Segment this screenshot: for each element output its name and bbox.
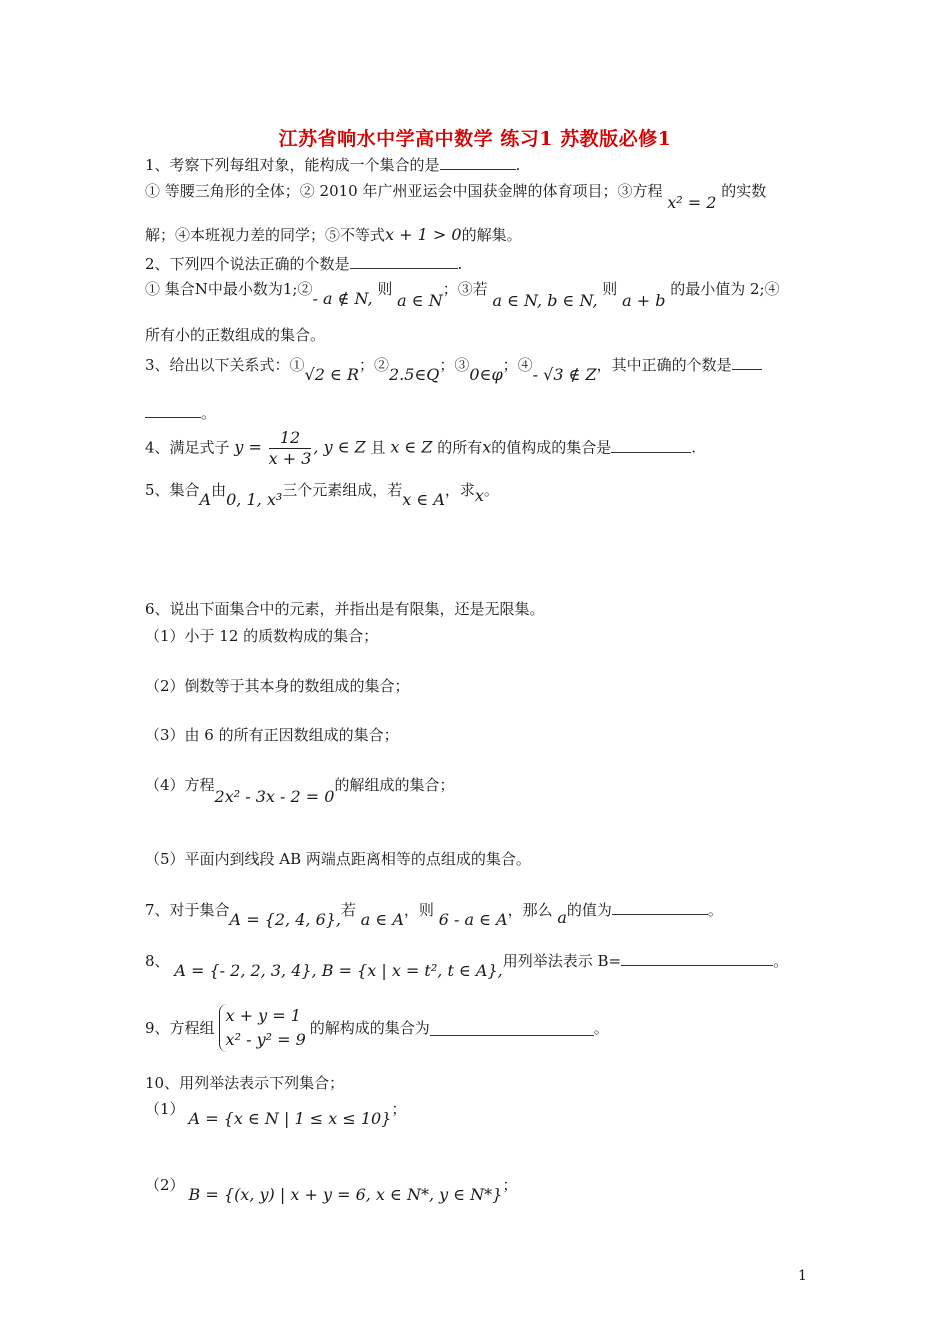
question-6-sub-1: （1）小于 12 的质数构成的集合； [145,627,379,645]
answer-blank [621,951,773,966]
question-6-sub-3: （3）由 6 的所有正因数组成的集合； [145,726,399,744]
answer-blank [350,254,458,269]
question-6-line-1: 6、说出下面集合中的元素，并指出是有限集，还是无限集。 [145,600,545,618]
question-6-sub-4: （4）方程2x² - 3x - 2 = 0的解组成的集合； [145,776,455,806]
answer-blank [732,355,762,370]
question-10-line-1: 10、用列举法表示下列集合； [145,1074,345,1092]
answer-blank [612,900,708,915]
question-6-sub-2: （2）倒数等于其本身的数组成的集合； [145,677,410,695]
math-inequality: x + 1 > 0 [385,225,462,244]
question-1-line-2: ① 等腰三角形的全体；② 2010 年广州亚运会中国获金牌的体育项目；③方程 x² = 2 的实数 [145,182,767,212]
question-9: 9、方程组 x + y = 1 x² - y² = 9 的解构成的集合为 。 [145,1004,609,1052]
question-2-line-1: 2、下列四个说法正确的个数是 . [145,255,463,273]
question-2-line-2: ① 集合N中最小数为1;②- a ∉ N, 则 a ∈ N；③若 a ∈ N, b ∈ N, 则 a + b 的最小值为 2;④ [145,280,780,310]
question-2-line-3: 所有小的正数组成的集合。 [145,326,326,344]
question-1-line-1: 1、考察下列每组对象，能构成一个集合的是 . [145,156,521,174]
question-3-line-2: 。 [145,402,216,424]
question-6-sub-5: （5）平面内到线段 AB 两端点距离相等的点组成的集合。 [145,850,531,868]
question-4: 4、满足式子 y = $\frac{12}{x + 3}$ , y ∈ Z 且 x ∈ Z 的所有x的值构成的集合是 . [145,428,697,468]
question-7: 7、对于集合A = {2, 4, 6},若 a ∈ A，则 6 - a ∈ A，那么 a的值为 。 [145,901,723,929]
answer-blank [145,403,201,418]
question-3-line-1: 3、给出以下关系式：①√2 ∈ R；②2.5∈Q；③0∈φ；④- √3 ∉ Z，其中正确的个数是 [145,354,762,376]
fraction: $\frac{12}{x + 3}$ [268,428,312,468]
answer-blank [430,1021,594,1036]
question-10-sub-2: （2） B = {(x, y) | x + y = 6, x ∈ N*, y ∈ N*}； [145,1176,518,1204]
equation-system: x + y = 1 x² - y² = 9 [219,1004,306,1052]
question-1-line-3: 解；④本班视力差的同学；⑤不等式x + 1 > 0的解集。 [145,225,522,244]
question-5: 5、集合A由0, 1, x³三个元素组成，若x ∈ A，求x。 [145,481,499,509]
page-number: 1 [798,1268,807,1284]
question-10-sub-1: （1） A = {x ∈ N | 1 ≤ x ≤ 10}； [145,1100,407,1128]
answer-blank [440,155,516,170]
page-title: 江苏省响水中学高中数学 练习1 苏教版必修1 [278,128,672,150]
answer-blank [611,438,691,453]
math-equation: x² = 2 [667,193,717,212]
question-8: 8、 A = {- 2, 2, 3, 4}, B = {x | x = t², t ∈ A},用列举法表示 B= 。 [145,952,789,980]
